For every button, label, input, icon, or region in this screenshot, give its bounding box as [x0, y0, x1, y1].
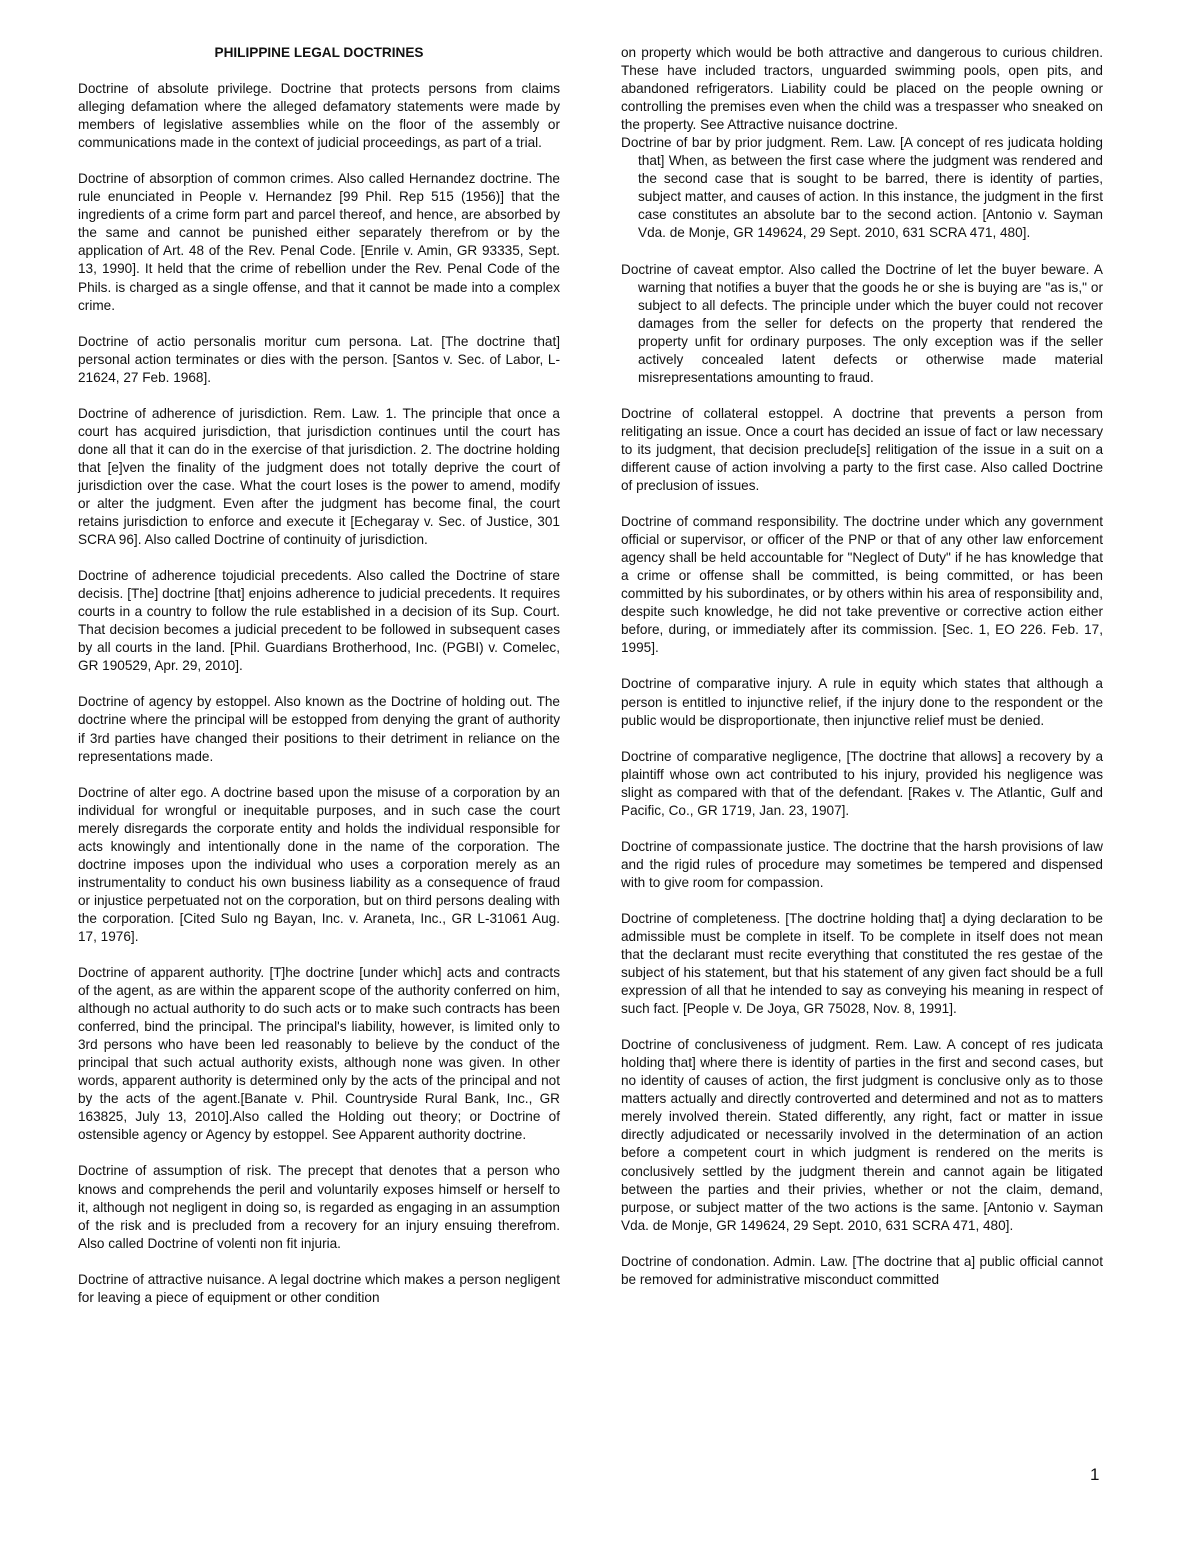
- doctrine-entry: Doctrine of actio personalis moritur cum persona. Lat. [The doctrine that] personal action terminates or dies with the person. [Santos v. Sec. of Labor, L-21624, 27 Feb. 1968].: [78, 333, 560, 385]
- doctrine-entry: Doctrine of completeness. [The doctrine holding that] a dying declaration to be admissible must be complete in itself. To be complete in itself does not mean that the declarant must recite everything that constituted the res gestae of the subject of his statement, but that his statement of any given fact should be a full expression of all that he intended to say as conveying his meaning in respect of such fact. [People v. De Joya, GR 75028, Nov. 8, 1991].: [621, 910, 1103, 1017]
- doctrine-entry-continued: on property which would be both attractive and dangerous to curious children. These have included tractors, unguarded swimming pools, open pits, and abandoned refrigerators. Liability could be placed on the people owning or controlling the premises even when the child was a trespasser who sneaked on the property. See Attractive nuisance doctrine.: [621, 45, 1103, 133]
- doctrine-entry: Doctrine of apparent authority. [T]he doctrine [under which] acts and contracts of the agent, as are within the apparent scope of the authority conferred on him, although no actual authority to do such acts or to make such contracts has been conferred, bind the principal. The principal's liability, however, is limited only to 3rd persons who have been led reasonably to believe by the conduct of the principal that such actual authority exists, although none was given. In other words, apparent authority is determined only by the acts of the principal and not by the acts of the agent.[Banate v. Phil. Countryside Rural Bank, Inc., GR 163825, July 13, 2010].Also called the Holding out theory; or Doctrine of ostensible agency or Agency by estoppel. See Apparent authority doctrine.: [78, 965, 560, 1143]
- doctrine-entry: Doctrine of adherence of jurisdiction. Rem. Law. 1. The principle that once a court has acquired jurisdiction, that jurisdiction continues until the court has done all that it can do in the exercise of that jurisdiction. 2. The doctrine holding that [e]ven the finality of the judgment does not totally deprive the court of jurisdiction over the case. What the court loses is the power to amend, modify or alter the judgment. Even after the judgment has become final, the court retains jurisdiction to enforce and execute it [Echegaray v. Sec. of Justice, 301 SCRA 96]. Also called Doctrine of continuity of jurisdiction.: [78, 405, 560, 548]
- right-column: [621, 44, 1103, 1289]
- document-title: PHILIPPINE LEGAL DOCTRINES: [214, 45, 424, 60]
- doctrine-entry: Doctrine of attractive nuisance. A legal doctrine which makes a person negligent for leaving a piece of equipment or other condition: [78, 1271, 560, 1305]
- doctrine-entry: Doctrine of adherence tojudicial precedents. Also called the Doctrine of stare decisis. [The] doctrine [that] enjoins adherence to judicial precedents. It requires courts in a country to follow the rule established in a decision of its Sup. Court. That decision becomes a judicial precedent to be followed in subsequent cases by all courts in the land. [Phil. Guardians Brotherhood, Inc. (PGBI) v. Comelec, GR 190529, Apr. 29, 2010].: [78, 568, 560, 674]
- left-column: [78, 44, 560, 1307]
- doctrine-entry: Doctrine of alter ego. A doctrine based upon the misuse of a corporation by an individual for wrongful or inequitable purposes, and in such case the court merely disregards the corporate entity and holds the individual responsible for acts knowingly and intentionally done in the name of the corporation. The doctrine imposes upon the individual who uses a corporation merely as an instrumentality to conduct his own business liability as a consequence of fraud or injustice perpetuated not on the corporation, but on third persons dealing with the corporation. [Cited Sulo ng Bayan, Inc. v. Araneta, Inc., GR L-31061 Aug. 17, 1976].: [78, 784, 560, 944]
- page-number: 1: [1090, 1465, 1100, 1484]
- doctrine-entry: Doctrine of absorption of common crimes. Also called Hernandez doctrine. The rule enunciated in People v. Hernandez [99 Phil. Rep 515 (1956)] that the ingredients of a crime form part and parcel thereof, and hence, are absorbed by the same and cannot be punished either separately therefrom or by the application of Art. 48 of the Rev. Penal Code. [Enrile v. Amin, GR 93335, Sept. 13, 1990]. It held that the crime of rebellion under the Rev. Penal Code of the Phils. is charged as a single offense, and that it cannot be made into a complex crime.: [78, 171, 560, 313]
- doctrine-entry: Doctrine of collateral estoppel. A doctrine that prevents a person from relitigating an issue. Once a court has decided an issue of fact or law necessary to its judgment, that decision preclude[s] relitigation of the issue in a suit on a different cause of action involving a party to the first case. Also called Doctrine of preclusion of issues.: [621, 405, 1103, 494]
- doctrine-entry: Doctrine of command responsibility. The doctrine under which any government official or supervisor, or officer of the PNP or that of any other law enforcement agency shall be held accountable for "Neglect of Duty" if he has knowledge that a crime or offense shall be committed, is being committed, or has been committed by his subordinates, or by others within his area of responsibility and, despite such knowledge, he did not take preventive or corrective action either before, during, or immediately after its commission. [Sec. 1, EO 226. Feb. 17, 1995].: [621, 514, 1103, 656]
- doctrine-entry: Doctrine of caveat emptor. Also called the Doctrine of let the buyer beware. A warning that notifies a buyer that the goods he or she is buying are "as is," or subject to all defects. The principle under which the buyer could not recover damages from the seller for defects on the property that rendered the property unfit for ordinary purposes. The only exception was if the seller actively concealed latent defects or otherwise made material misrepresentations amounting to fraud.: [621, 261, 1103, 385]
- doctrine-entry: Doctrine of conclusiveness of judgment. Rem. Law. A concept of res judicata holding that] where there is identity of parties in the first and second cases, but no identity of causes of action, the first judgment is conclusive only as to those matters actually and directly controverted and determined and not as to matters merely involved therein. Stated differently, any right, fact or matter in issue directly adjudicated or necessarily involved in the determination of an action before a competent court in which judgment is rendered on the merits is conclusively settled by the judgment therein and cannot again be litigated between the parties and their privies, whether or not the claim, demand, purpose, or subject matter of the two actions is the same. [Antonio v. Sayman Vda. de Monje, GR 149624, 29 Sept. 2010, 631 SCRA 471, 480].: [621, 1037, 1103, 1233]
- doctrine-entry: Doctrine of compassionate justice. The doctrine that the harsh provisions of law and the rigid rules of procedure may sometimes be tempered and dispensed with to give room for compassion.: [621, 838, 1103, 890]
- doctrine-entry: Doctrine of comparative injury. A rule in equity which states that although a person is entitled to injunctive relief, if the injury done to the respondent or the public would be disproportionate, then injunctive relief must be denied.: [621, 676, 1103, 728]
- doctrine-entry: Doctrine of comparative negligence, [The doctrine that allows] a recovery by a plaintiff whose own act contributed to his injury, provided his negligence was slight as compared with that of the defendant. [Rakes v. The Atlantic, Gulf and Pacific, Co., GR 1719, Jan. 23, 1907].: [621, 748, 1103, 818]
- doctrine-entry: Doctrine of agency by estoppel. Also known as the Doctrine of holding out. The doctrine where the principal will be estopped from denying the grant of authority if 3rd parties have changed their positions to their detriment in reliance on the representations made.: [78, 694, 560, 764]
- doctrine-entry: Doctrine of absolute privilege. Doctrine that protects persons from claims alleging defamation where the alleged defamatory statements were made by members of legislative assemblies while on the floor of the assembly or communications made in the context of judicial proceedings, as part of a trial.: [78, 81, 560, 151]
- doctrine-entry: Doctrine of bar by prior judgment. Rem. Law. [A concept of res judicata holding that] When, as between the first case where the judgment was rendered and the second case that is sought to be barred, there is identity of parties, subject matter, and causes of action. In this instance, the judgment in the first case constitutes an absolute bar to the second action. [Antonio v. Sayman Vda. de Monje, GR 149624, 29 Sept. 2010, 631 SCRA 471, 480].: [621, 135, 1103, 241]
- doctrine-entry: Doctrine of assumption of risk. The precept that denotes that a person who knows and comprehends the peril and voluntarily exposes himself or herself to it, although not negligent in doing so, is regarded as engaging in an assumption of the risk and is precluded from a recovery for an injury ensuing therefrom. Also called Doctrine of volenti non fit injuria.: [78, 1163, 560, 1251]
- doctrine-entry: Doctrine of condonation. Admin. Law. [The doctrine that a] public official cannot be removed for administrative misconduct committed: [621, 1253, 1103, 1287]
